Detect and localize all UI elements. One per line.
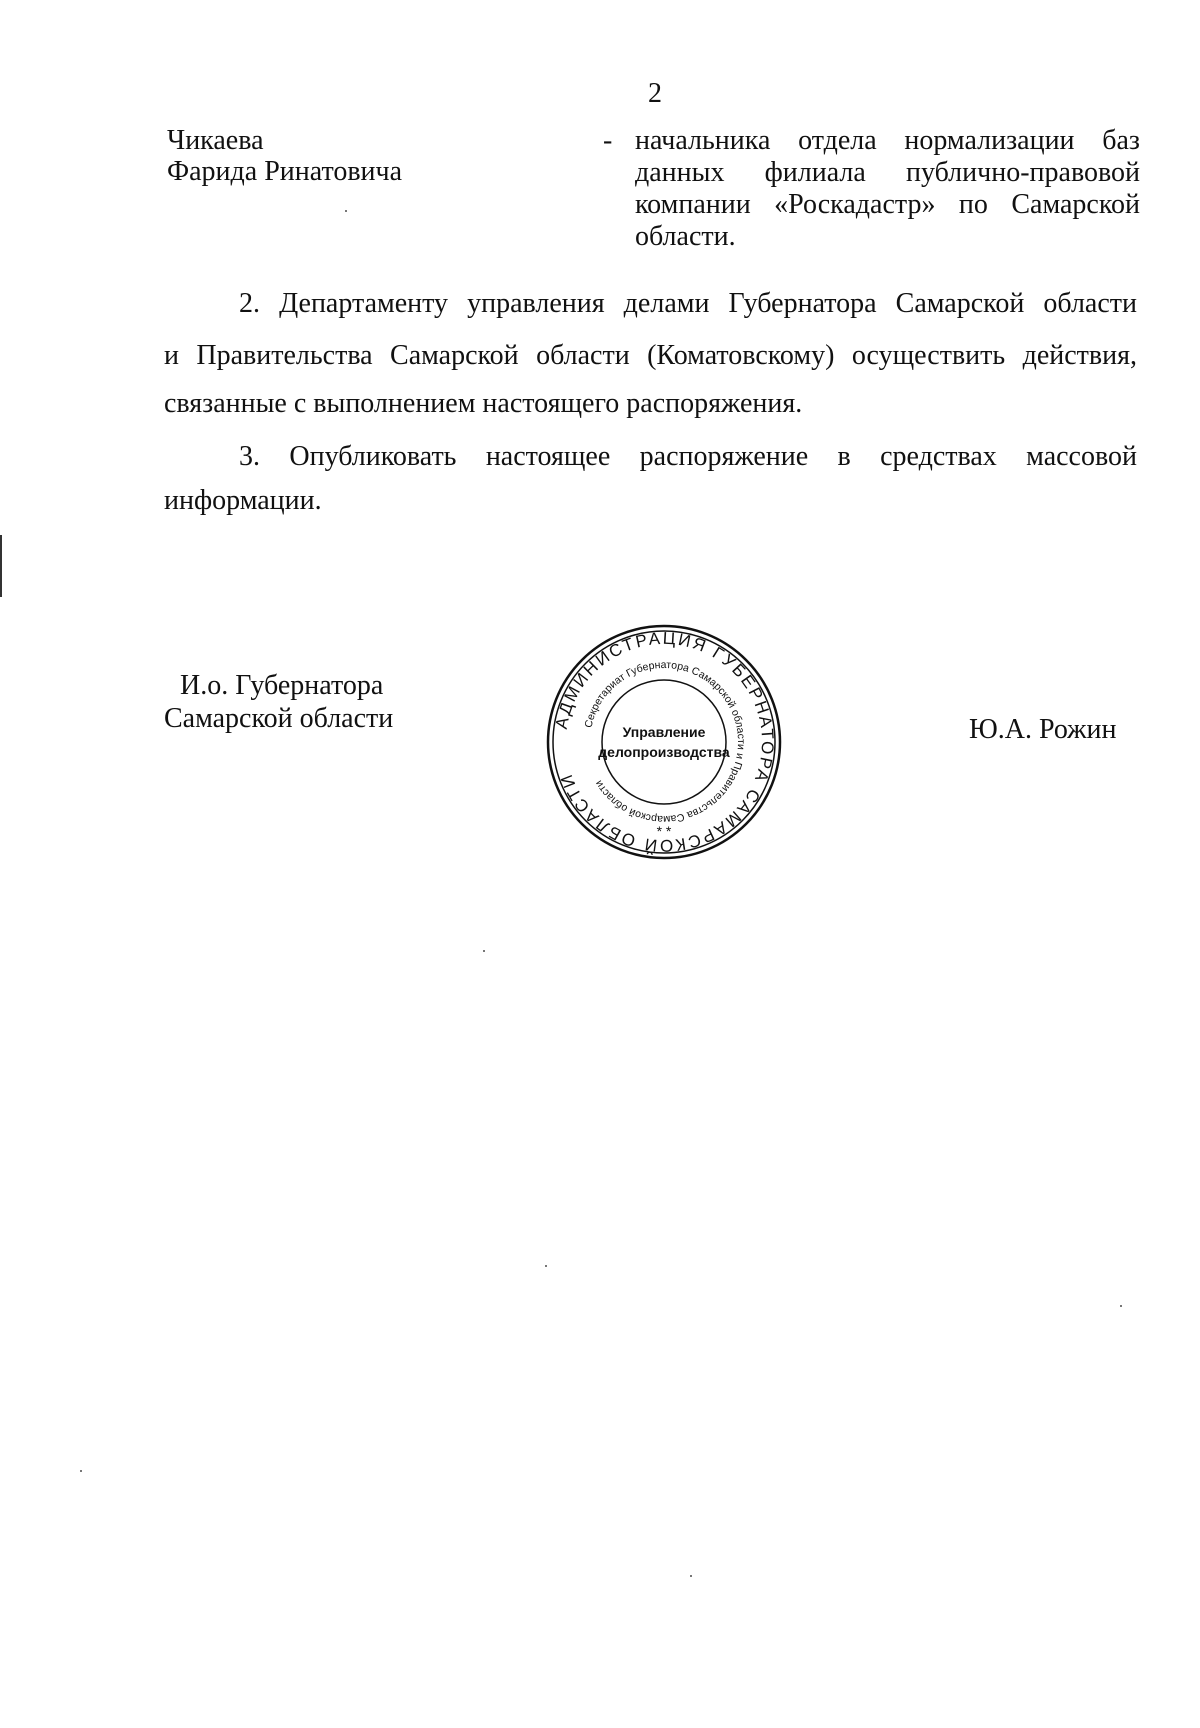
dash: - — [603, 125, 613, 156]
stamp-stars: * * — [656, 823, 672, 839]
paragraph-2-line: 2. Департаменту управления делами Губернатора Самарской области — [239, 288, 1137, 319]
stamp-inner-text: Секретариат Губернатора Самарской области и Правительства Самарской области — [582, 658, 748, 826]
scan-speck — [545, 1265, 547, 1267]
position-line: данных филиала публично-правовой — [635, 157, 1140, 188]
position-line: начальника отдела нормализации баз — [635, 125, 1140, 156]
paragraph-2-line: связанные с выполнением настоящего распоряжения. — [164, 388, 803, 419]
paragraph-3-line: 3. Опубликовать настоящее распоряжение в средствах массовой — [239, 441, 1137, 472]
signatory-title: И.о. Губернатора — [180, 670, 384, 701]
scan-speck — [1120, 1305, 1122, 1307]
paragraph-3-line: информации. — [164, 485, 322, 516]
position-line: области. — [635, 221, 736, 252]
scan-speck — [483, 950, 485, 952]
official-stamp — [544, 622, 784, 862]
scan-speck — [345, 210, 347, 212]
svg-text:Секретариат Губернатора Самарс — [582, 659, 747, 825]
stamp-outer-text: АДМИНИСТРАЦИЯ ГУБЕРНАТОРА САМАРСКОЙ ОБЛАСТИ — [551, 628, 778, 856]
person-given-names: Фарида Ринатовича — [167, 156, 403, 187]
scan-speck — [80, 1470, 82, 1472]
stamp-center-line: Управление — [622, 724, 706, 740]
page-number: 2 — [648, 78, 662, 109]
scan-speck — [690, 1575, 692, 1577]
stamp-center-line: делопроизводства — [598, 744, 730, 760]
position-line: компании «Роскадастр» по Самарской — [635, 189, 1140, 220]
paragraph-2-line: и Правительства Самарской области (Коматовскому) осуществить действия, — [164, 340, 1137, 371]
person-surname: Чикаева — [167, 125, 264, 156]
scan-edge-mark — [0, 535, 2, 597]
signatory-name: Ю.А. Рожин — [969, 714, 1117, 745]
signatory-title: Самарской области — [164, 703, 394, 734]
